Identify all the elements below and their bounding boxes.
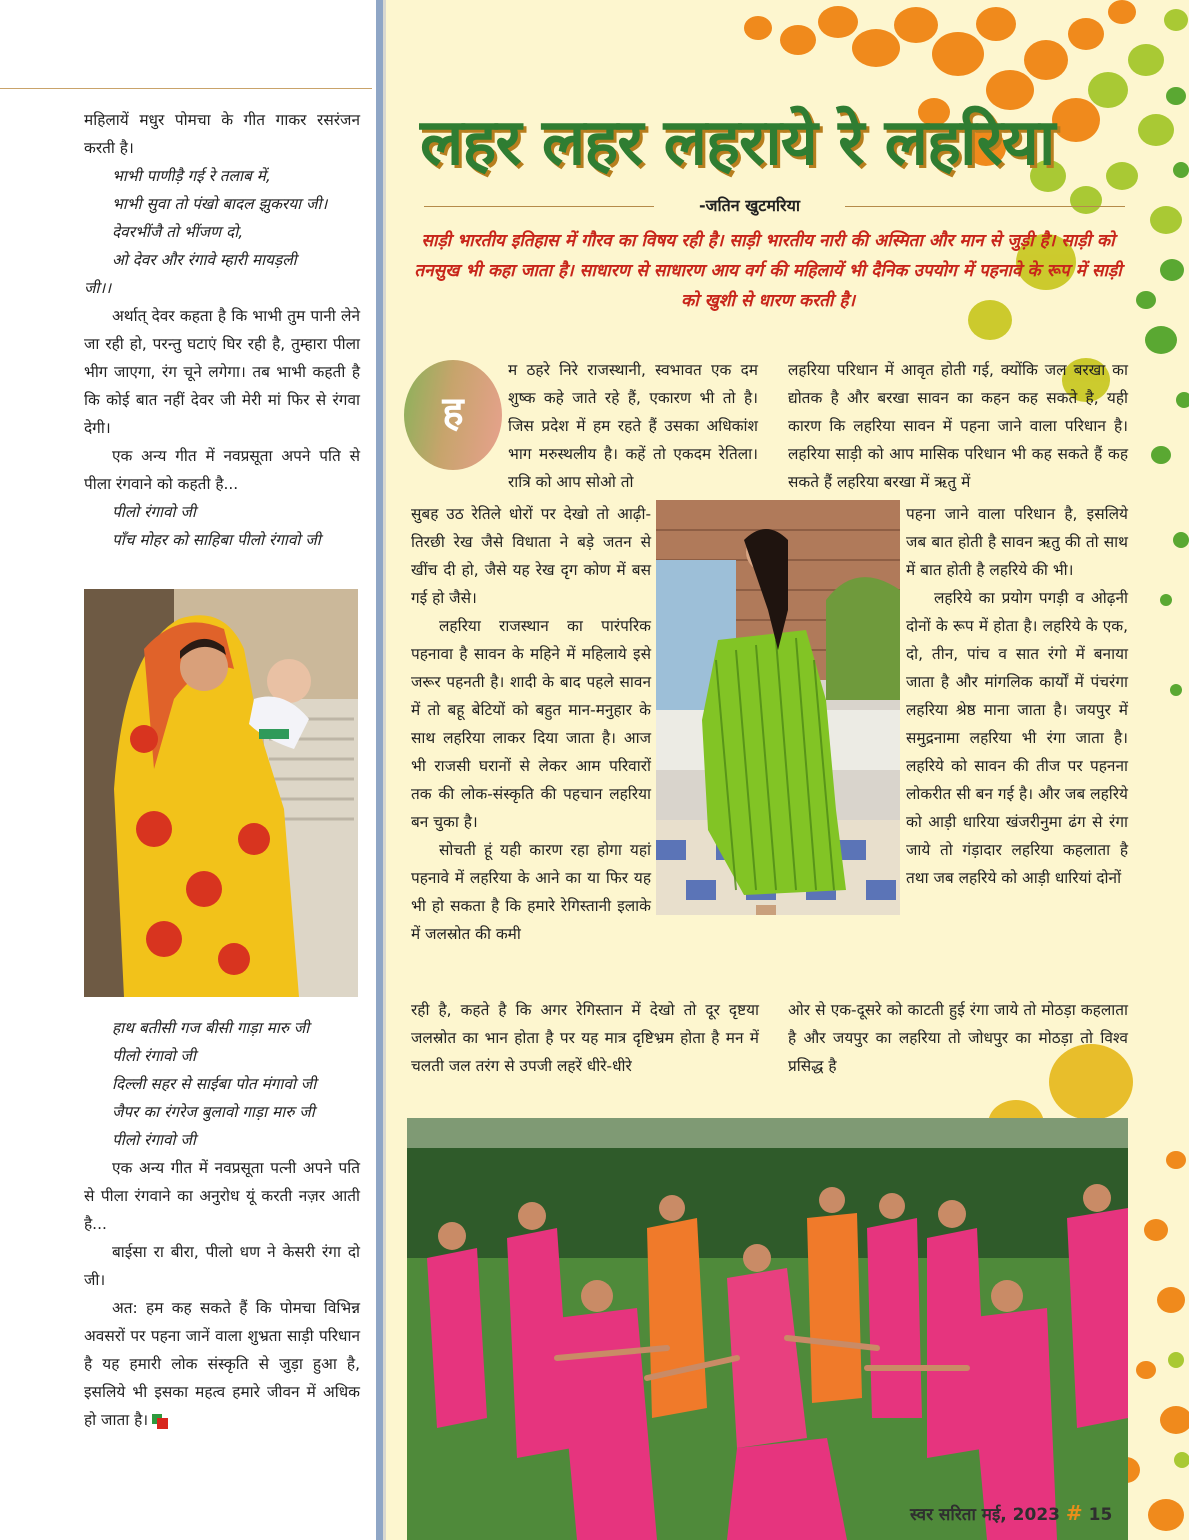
left-paragraph-4: एक अन्य गीत में नवप्रसूता पत्नी अपने पति से पीला रंगवाने का अनुरोध यूं करती नज़र आती है... (84, 1159, 360, 1233)
women-dancing-group-photo (407, 1118, 1128, 1540)
intro-text: साड़ी भारतीय इतिहास में गौरव का विषय रही है। साड़ी भारतीय नारी की अस्मिता और मान से जुड़ी है। साड़ी को तनसुख भी कहा जाता है। साधारण से साधारण आय वर्ग की महिलायें भी दैनिक उपयोग में पहनावे के रूप में साड़ी को खुशी से धारण करती है। (414, 231, 1122, 311)
col1-paragraph-4: रही है, कहते है कि अगर रेगिस्तान में देखो तो दूर दृष्टया जलस्रोत का भान होता है पर यह मात्र दृष्टिभ्रम होता है मन में चलती जल तरंग से उपजी लहरें धीरे-धीरे (411, 1001, 759, 1075)
verse-line: हाथ बतीसी गज बीसी गाड़ा मारु जी (112, 1019, 310, 1037)
drop-cap: ह (404, 360, 502, 470)
verse-line: पाँच मोहर को साहिबा पीलो रंगावो जी (112, 531, 321, 549)
verse-line: देवरभींजै तो भींजण दो, (112, 223, 244, 241)
publication-name: स्वर सरिता मई, 2023 (910, 1505, 1060, 1525)
left-paragraph-6 (84, 1294, 360, 1434)
col1-top-text (508, 356, 758, 496)
col2-paragraph-2: लहरिये का प्रयोग पगड़ी व ओढ़नी दोनों के रूप में होता है। लहरिये के एक, दो, तीन, पांच व सात रंगो में बनाया जाता है और मांगलिक कार्यों में पंचरंगा लहरिया श्रेष्ठ माना जाता है। जयपुर में समुद्रनामा लहरिया भी रंगा जाता है। लहरिये को सावन की तीज पर पहनना लोकरीत सी बन गई है। और जब लहरिये को आड़ी धारिया खंजरीनुमा ढंग से रंगा जाये तो गंड़ादार लहरिया कहलाता है तथा जब लहरिये को आड़ी धारियां दोनों (906, 589, 1128, 887)
end-mark-icon (152, 1414, 168, 1428)
group-illustration (407, 1118, 1128, 1540)
column-divider (376, 0, 383, 1540)
col2-paragraph-3: ओर से एक-दूसरे को काटती हुई रंगा जाये तो मोठड़ा कहलाता है और जयपुर का लहरिया तो जोधपुर का मोठड़ा तो विश्व प्रसिद्ध है (788, 1001, 1128, 1075)
col2-bottom-text (788, 996, 1128, 1080)
verse-line: दिल्ली सहर से साईबा पोत मंगावो जी (112, 1075, 317, 1093)
byline: -जतिन खुटमरिया (698, 196, 801, 215)
left-column-bottom-text (84, 1014, 360, 1434)
page-footer (910, 1501, 1112, 1525)
byline-rule-right (845, 206, 1125, 207)
photo-illustration (84, 589, 358, 997)
col1-bottom-text (411, 996, 759, 1080)
left-paragraph-2: अर्थात् देवर कहता है कि भाभी तुम पानी लेने जा रही हो, परन्तु घटाएं घिर रही है, तुम्हारा पीला भीग जाएगा, रंग चूने लगेगा। तब भाभी कहती है कि कोई बात नहीं देवर जी मेरी मां फिर से रंगवा देगी। (84, 307, 360, 437)
col2-paragraph-1: पहना जाने वाला परिधान है, इसलिये जब बात होती है सावन ऋतु की तो साथ में बात होती है लहरिये की भी। (906, 505, 1128, 579)
left-paragraph-3: एक अन्य गीत में नवप्रसूता अपने पति से पीला रंगवाने को कहती है... (84, 447, 360, 493)
col2-mid-text (906, 500, 1128, 892)
verse-line: पीलो रंगावो जी (112, 503, 196, 521)
saree-illustration (656, 500, 900, 915)
col2-top-text (788, 356, 1128, 496)
closing-text: अत: हम कह सकते हैं कि पोमचा विभिन्न अवसरों पर पहना जानें वाला शुभ्रता साड़ी परिधान है यह हमारी लोक संस्कृति से जुड़ा हुआ है, इसलिये भी इसका महत्व हमारे जीवन में अधिक हो जाता है। (84, 1299, 360, 1429)
article-headline: लहर लहर लहराये रे लहरिया (420, 106, 1055, 180)
left-paragraph-5: बाईसा रा बीरा, पीलो धण ने केसरी रंगा दो जी। (84, 1243, 360, 1289)
verse-line: पीलो रंगावो जी (112, 1131, 196, 1149)
hash-icon: # (1065, 1501, 1083, 1525)
green-lehariya-saree-photo (656, 500, 900, 915)
top-rule (0, 88, 372, 89)
col2-opening-paragraph: लहरिया परिधान में आवृत होती गई, क्योंकि जल बरखा का द्योतक है और बरखा सावन का कहन कह सकते है, यही कारण कि लहरिया सावन में पहना जाने वाला परिधान है। लहरिया साड़ी को आप मासिक परिधान भी कह सकते हैं कह सकते हैं लहरिया बरखा में ऋतु में (788, 361, 1128, 491)
verse-line: भाभी सुवा तो पंखो बादल झुकरया जी। (112, 195, 328, 213)
col1-mid-text (411, 500, 651, 948)
verse-line: जैपर का रंगरेज बुलावो गाड़ा मारु जी (112, 1103, 315, 1121)
col1-paragraph-1: सुबह उठ रेतिले धोरों पर देखो तो आढ़ी-तिरछी रेख जैसे विधाता ने बड़े जतन से खींच दी हो, जैसे यह रेख दृग कोण में बस गई हो जैसे। (411, 505, 651, 607)
mother-baby-photo (84, 589, 358, 997)
verse-line: पीलो रंगावो जी (112, 1047, 196, 1065)
page-number: 15 (1088, 1505, 1113, 1525)
col1-paragraph-2: लहरिया राजस्थान का पारंपरिक पहनावा है सावन के महिने में महिलाये इसे जरूर पहनती है। शादी के बाद पहले सावन में तो बहू बेटियों को बहुत मान-मनुहार के साथ लहरिया लाकर दिया जाता है। आज भी राजसी घरानों से लेकर आम परिवारों तक की लोक-संस्कृति की पहचान लहरिया बन चुका है। (411, 617, 651, 831)
verse-line: जी।। (84, 279, 112, 297)
verse-line: भाभी पाणीड़ै गई रे तलाब में, (112, 167, 271, 185)
byline-rule-left (424, 206, 654, 207)
left-column-top-text (84, 106, 360, 554)
verse-line: ओ देवर और रंगावे म्हारी मायड़ली (112, 251, 297, 269)
col1-paragraph-3: सोचती हूं यही कारण रहा होगा यहां पहनावे में लहरिया के आने का या फिर यह भी हो सकता है कि हमारे रेगिस्तानी इलाके में जलस्रोत की कमी (411, 841, 651, 943)
col1-opening-paragraph: म ठहरे निरे राजस्थानी, स्वभावत एक दम शुष्क कहे जाते रहे हैं, एकारण भी तो है। जिस प्रदेश में हम रहते हैं उसका अधिकांश भाग मरुस्थलीय है। कहें तो एकदम रेतिला। रात्रि को आप सोओ तो (508, 361, 758, 491)
left-top-paragraph: महिलायें मधुर पोमचा के गीत गाकर रसरंजन करती है। (84, 111, 360, 157)
